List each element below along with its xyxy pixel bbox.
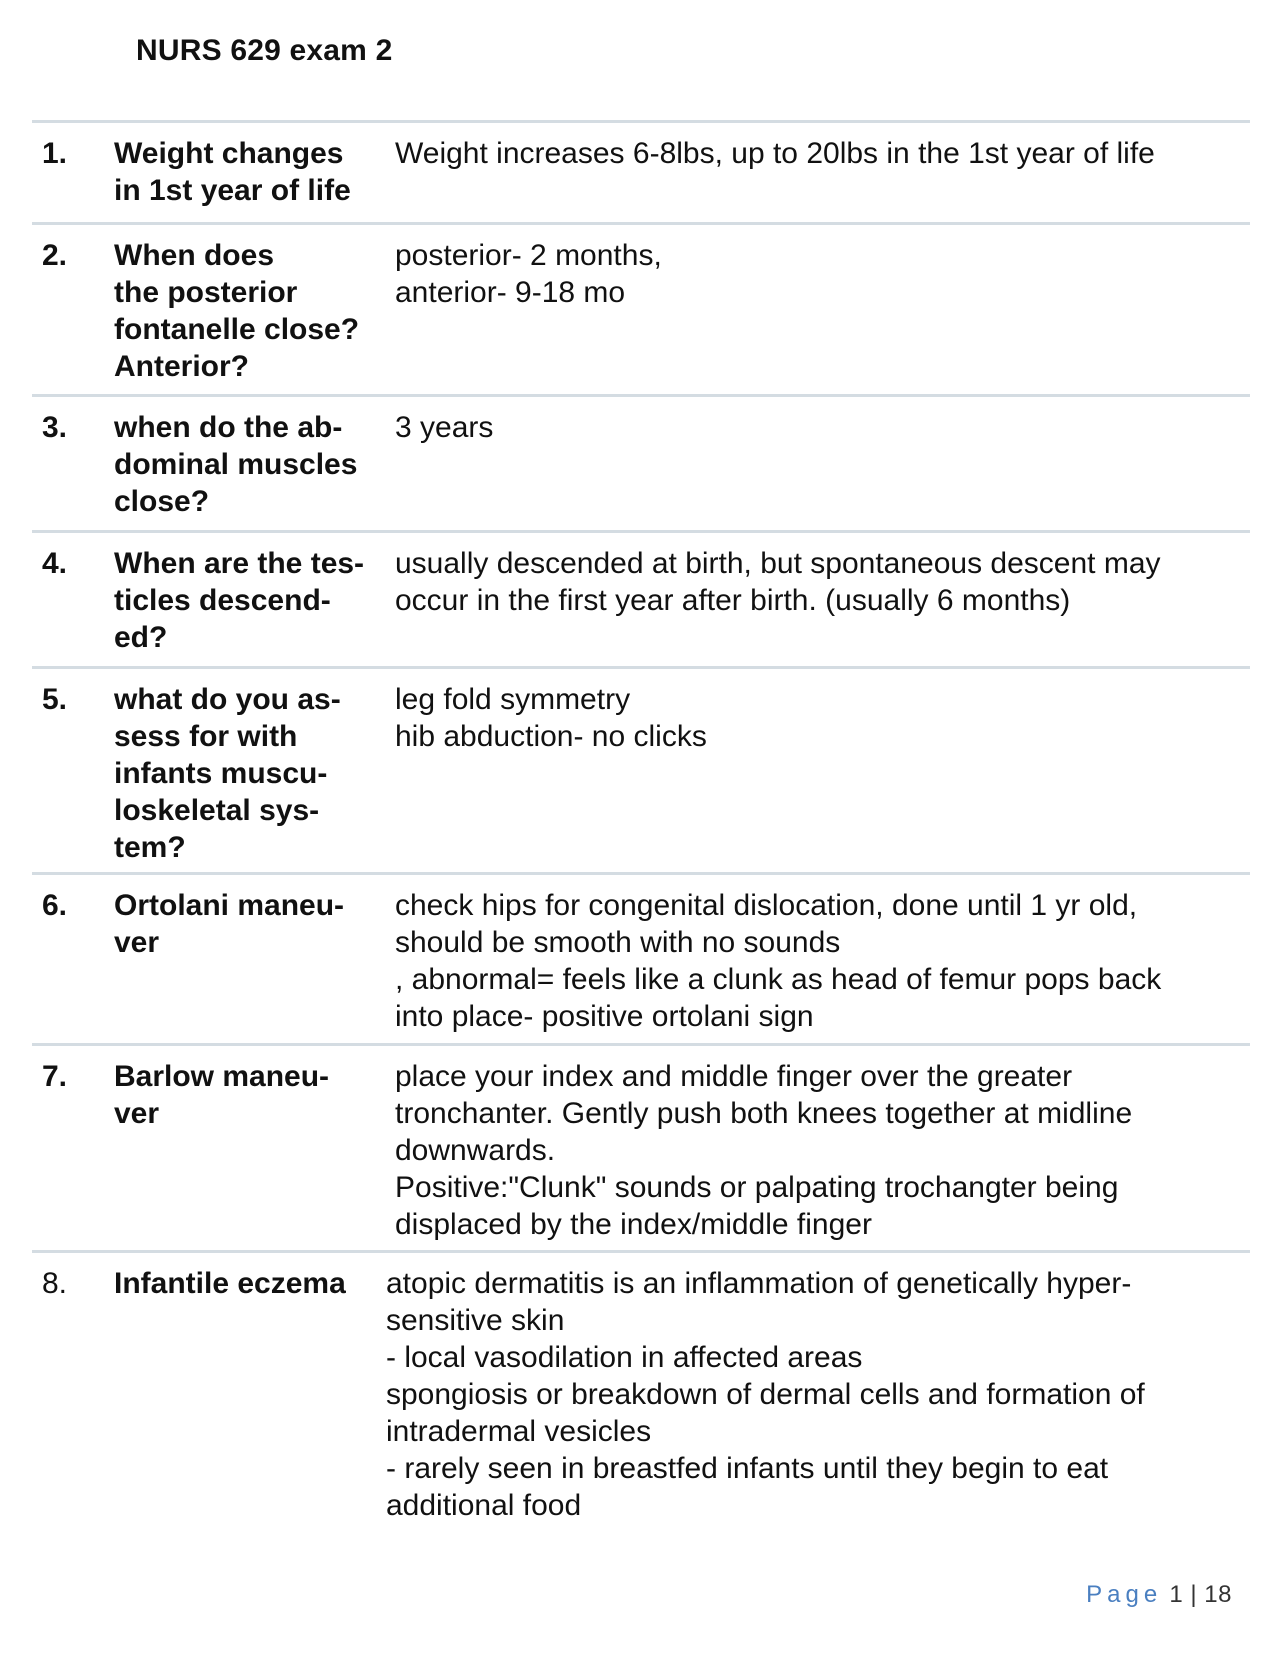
card-number: 1. — [42, 137, 68, 170]
card-definition: leg fold symmetry hib abduction- no clicks — [395, 683, 707, 753]
card-definition: atopic dermatitis is an inflammation of genetically hyper- sensitive skin - local vasodilation in affected areas spongiosis or breakdown of dermal cells and formation of intradermal vesicles - rarely seen in breastfed infants until they begin to eat additional food — [386, 1267, 1145, 1522]
card-term: Barlow maneu- ver — [114, 1060, 330, 1130]
card-definition: check hips for congenital dislocation, done until 1 yr old, should be smooth with no sounds , abnormal= feels like a clunk as head of femur pops back into place- positive ortolani sign — [395, 889, 1162, 1033]
flashcard — [32, 394, 1250, 530]
flashcard — [32, 1250, 1250, 1540]
card-number: 6. — [42, 889, 68, 922]
flashcard — [32, 222, 1250, 394]
card-definition: 3 years — [395, 411, 494, 444]
card-term: Weight changes in 1st year of life — [114, 137, 351, 207]
card-number: 5. — [42, 683, 68, 716]
card-number: 7. — [42, 1060, 68, 1093]
card-number: 3. — [42, 411, 68, 444]
page-footer — [1086, 1581, 1232, 1609]
card-term: when do the ab- dominal muscles close? — [114, 411, 358, 518]
flashcard — [32, 120, 1250, 222]
card-number: 8. — [42, 1267, 68, 1300]
page-label: Page — [1086, 1581, 1163, 1608]
page-number: 1 | 18 — [1169, 1581, 1232, 1608]
card-definition: usually descended at birth, but spontaneous descent may occur in the first year after birth. (usually 6 months) — [395, 547, 1161, 617]
card-number: 2. — [42, 239, 68, 272]
flashcard — [32, 872, 1250, 1043]
card-definition: place your index and middle finger over the greater tronchanter. Gently push both knees together at midline downwards. Positive:"Clunk" sounds or palpating trochangter being displaced by the index/middle finger — [395, 1060, 1133, 1241]
card-term: When does the posterior fontanelle close? Anterior? — [114, 239, 360, 383]
card-term: Ortolani maneu- ver — [114, 889, 345, 959]
flashcard — [32, 1043, 1250, 1250]
flashcard — [32, 530, 1250, 666]
card-definition: posterior- 2 months, anterior- 9-18 mo — [395, 239, 662, 309]
flashcard — [32, 666, 1250, 872]
document-title: NURS 629 exam 2 — [136, 34, 393, 67]
card-term: When are the tes- ticles descend- ed? — [114, 547, 365, 654]
card-term: Infantile eczema — [114, 1267, 346, 1300]
card-definition: Weight increases 6-8lbs, up to 20lbs in the 1st year of life — [395, 137, 1155, 170]
flashcard-list — [32, 120, 1250, 1540]
card-term: what do you as- sess for with infants muscu- loskeletal sys- tem? — [114, 683, 341, 864]
card-number: 4. — [42, 547, 68, 580]
